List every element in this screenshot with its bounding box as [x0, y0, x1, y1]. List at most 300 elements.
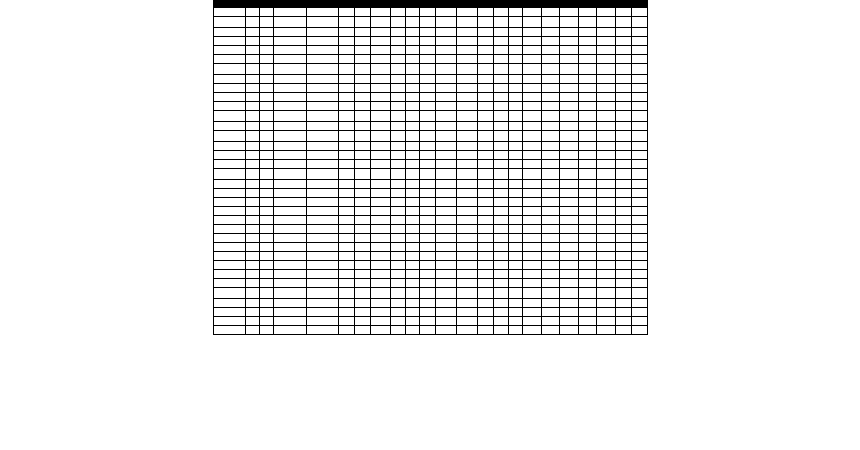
table-cell — [245, 270, 259, 279]
table-cell — [307, 55, 339, 64]
table-cell — [560, 225, 579, 234]
table-cell — [457, 326, 478, 335]
table-cell — [260, 288, 274, 299]
table-cell — [436, 28, 457, 37]
table-cell — [436, 131, 457, 142]
table-cell — [578, 216, 597, 225]
table-cell — [560, 288, 579, 299]
header-row — [214, 1, 648, 8]
table-cell — [578, 111, 597, 122]
table-cell — [541, 131, 560, 142]
table-cell — [597, 84, 616, 93]
table-cell — [478, 131, 494, 142]
table-cell — [419, 308, 435, 317]
table-cell — [338, 243, 354, 252]
table-cell — [436, 308, 457, 317]
table-cell — [214, 84, 246, 93]
table-cell — [578, 308, 597, 317]
table-cell — [370, 189, 391, 198]
table-cell — [338, 93, 354, 102]
table-cell — [597, 64, 616, 75]
table-cell — [508, 131, 522, 142]
table-cell — [214, 93, 246, 102]
table-cell — [214, 270, 246, 279]
table-cell — [457, 46, 478, 55]
table-cell — [214, 111, 246, 122]
table-cell — [260, 75, 274, 84]
table-cell — [522, 84, 541, 93]
table-cell — [522, 75, 541, 84]
table-row — [214, 288, 648, 299]
table-cell — [405, 131, 419, 142]
table-cell — [214, 198, 246, 207]
table-cell — [560, 151, 579, 160]
table-cell — [541, 102, 560, 111]
table-cell — [616, 64, 632, 75]
table-cell — [274, 75, 307, 84]
table-cell — [508, 28, 522, 37]
table-cell — [355, 189, 370, 198]
table-cell — [578, 288, 597, 299]
table-cell — [578, 64, 597, 75]
table-cell — [616, 55, 632, 64]
table-cell — [419, 93, 435, 102]
table-cell — [338, 102, 354, 111]
table-cell — [478, 252, 494, 261]
table-cell — [391, 17, 405, 28]
table-cell — [405, 142, 419, 151]
column-header — [616, 1, 632, 8]
table-cell — [578, 169, 597, 180]
table-cell — [436, 207, 457, 216]
table-cell — [405, 252, 419, 261]
table-cell — [597, 111, 616, 122]
table-cell — [245, 317, 259, 326]
table-cell — [307, 102, 339, 111]
column-header — [245, 1, 259, 8]
table-cell — [260, 326, 274, 335]
table-cell — [419, 160, 435, 169]
table-cell — [370, 169, 391, 180]
table-cell — [457, 189, 478, 198]
table-cell — [370, 317, 391, 326]
table-cell — [214, 180, 246, 189]
table-cell — [457, 234, 478, 243]
table-row — [214, 75, 648, 84]
table-cell — [370, 64, 391, 75]
table-cell — [616, 84, 632, 93]
table-row — [214, 317, 648, 326]
table-cell — [478, 279, 494, 288]
table-cell — [355, 131, 370, 142]
table-cell — [508, 234, 522, 243]
table-cell — [457, 131, 478, 142]
table-cell — [370, 75, 391, 84]
table-cell — [436, 189, 457, 198]
table-cell — [338, 198, 354, 207]
table-cell — [632, 252, 648, 261]
table-cell — [560, 160, 579, 169]
table-cell — [338, 17, 354, 28]
table-cell — [338, 234, 354, 243]
table-cell — [307, 93, 339, 102]
table-cell — [355, 37, 370, 46]
table-cell — [541, 55, 560, 64]
table-cell — [632, 17, 648, 28]
table-cell — [494, 46, 508, 55]
table-cell — [560, 299, 579, 308]
column-header — [494, 1, 508, 8]
table-cell — [436, 252, 457, 261]
table-cell — [522, 234, 541, 243]
table-cell — [632, 28, 648, 37]
table-cell — [391, 288, 405, 299]
table-cell — [522, 216, 541, 225]
table-cell — [307, 261, 339, 270]
table-cell — [274, 299, 307, 308]
table-cell — [355, 317, 370, 326]
table-cell — [541, 17, 560, 28]
table-cell — [616, 288, 632, 299]
table-cell — [214, 308, 246, 317]
table-cell — [436, 234, 457, 243]
table-row — [214, 326, 648, 335]
table-cell — [457, 252, 478, 261]
table-cell — [560, 55, 579, 64]
table-cell — [405, 261, 419, 270]
table-row — [214, 225, 648, 234]
table-cell — [370, 151, 391, 160]
table-cell — [214, 8, 246, 17]
table-cell — [405, 308, 419, 317]
table-cell — [478, 270, 494, 279]
table-cell — [260, 317, 274, 326]
table-cell — [405, 160, 419, 169]
table-cell — [405, 151, 419, 160]
table-cell — [541, 46, 560, 55]
table-cell — [245, 17, 259, 28]
table-cell — [260, 308, 274, 317]
table-cell — [478, 207, 494, 216]
column-header — [457, 1, 478, 8]
table-cell — [391, 8, 405, 17]
table-cell — [494, 299, 508, 308]
table-cell — [436, 122, 457, 131]
table-cell — [405, 8, 419, 17]
table-cell — [616, 261, 632, 270]
table-cell — [391, 160, 405, 169]
table-cell — [370, 84, 391, 93]
table-row — [214, 252, 648, 261]
table-cell — [560, 46, 579, 55]
table-cell — [370, 142, 391, 151]
table-cell — [274, 37, 307, 46]
table-row — [214, 261, 648, 270]
table-cell — [245, 261, 259, 270]
table-cell — [391, 151, 405, 160]
table-cell — [245, 131, 259, 142]
table-cell — [616, 207, 632, 216]
table-cell — [245, 75, 259, 84]
table-cell — [597, 131, 616, 142]
table-cell — [494, 142, 508, 151]
table-cell — [355, 160, 370, 169]
table-cell — [541, 279, 560, 288]
table-cell — [478, 216, 494, 225]
table-cell — [260, 198, 274, 207]
table-cell — [405, 198, 419, 207]
table-cell — [436, 17, 457, 28]
table-cell — [370, 180, 391, 189]
table-cell — [632, 142, 648, 151]
table-cell — [522, 122, 541, 131]
table-cell — [560, 17, 579, 28]
table-cell — [560, 8, 579, 17]
table-cell — [541, 326, 560, 335]
table-cell — [457, 142, 478, 151]
table-row — [214, 142, 648, 151]
table-cell — [355, 270, 370, 279]
table-cell — [419, 317, 435, 326]
table-cell — [405, 317, 419, 326]
table-cell — [419, 189, 435, 198]
table-cell — [274, 46, 307, 55]
table-cell — [616, 299, 632, 308]
table-cell — [616, 151, 632, 160]
table-cell — [541, 243, 560, 252]
table-cell — [560, 326, 579, 335]
table-cell — [478, 37, 494, 46]
table-cell — [541, 111, 560, 122]
table-cell — [405, 122, 419, 131]
table-cell — [405, 102, 419, 111]
data-table — [213, 0, 648, 335]
table-cell — [260, 142, 274, 151]
table-cell — [457, 122, 478, 131]
table-cell — [419, 142, 435, 151]
table-cell — [522, 131, 541, 142]
table-cell — [370, 17, 391, 28]
table-cell — [391, 122, 405, 131]
table-cell — [508, 216, 522, 225]
table-cell — [370, 131, 391, 142]
table-cell — [370, 8, 391, 17]
table-cell — [245, 326, 259, 335]
table-cell — [391, 55, 405, 64]
table-cell — [457, 288, 478, 299]
table-cell — [522, 326, 541, 335]
table-cell — [245, 169, 259, 180]
table-cell — [338, 225, 354, 234]
table-cell — [457, 225, 478, 234]
table-cell — [355, 279, 370, 288]
table-cell — [597, 142, 616, 151]
table-cell — [370, 299, 391, 308]
table-cell — [355, 46, 370, 55]
table-cell — [307, 198, 339, 207]
table-row — [214, 111, 648, 122]
table-cell — [597, 326, 616, 335]
table-cell — [260, 111, 274, 122]
column-header — [307, 1, 339, 8]
table-cell — [522, 308, 541, 317]
table-cell — [597, 93, 616, 102]
table-cell — [560, 180, 579, 189]
table-cell — [597, 317, 616, 326]
table-cell — [616, 216, 632, 225]
table-cell — [245, 64, 259, 75]
table-cell — [632, 180, 648, 189]
table-cell — [260, 180, 274, 189]
table-cell — [436, 243, 457, 252]
table-cell — [405, 299, 419, 308]
table-cell — [597, 180, 616, 189]
table-cell — [457, 64, 478, 75]
table-cell — [632, 189, 648, 198]
table-cell — [494, 111, 508, 122]
table-cell — [245, 225, 259, 234]
table-cell — [338, 299, 354, 308]
table-cell — [355, 169, 370, 180]
table-cell — [419, 75, 435, 84]
table-cell — [355, 198, 370, 207]
table-cell — [597, 75, 616, 84]
table-cell — [522, 279, 541, 288]
table-cell — [307, 326, 339, 335]
table-cell — [245, 102, 259, 111]
table-cell — [560, 64, 579, 75]
table-cell — [541, 225, 560, 234]
table-cell — [355, 17, 370, 28]
table-cell — [405, 225, 419, 234]
table-cell — [508, 189, 522, 198]
table-cell — [616, 308, 632, 317]
table-cell — [522, 28, 541, 37]
table-cell — [391, 180, 405, 189]
table-cell — [436, 102, 457, 111]
table-cell — [355, 207, 370, 216]
table-cell — [616, 243, 632, 252]
table-cell — [616, 131, 632, 142]
table-cell — [616, 169, 632, 180]
table-cell — [355, 299, 370, 308]
table-cell — [214, 252, 246, 261]
table-cell — [457, 308, 478, 317]
table-cell — [541, 151, 560, 160]
table-cell — [616, 225, 632, 234]
table-cell — [494, 326, 508, 335]
table-cell — [405, 75, 419, 84]
table-cell — [391, 64, 405, 75]
table-cell — [578, 55, 597, 64]
table-cell — [391, 84, 405, 93]
table-cell — [597, 243, 616, 252]
table-cell — [457, 317, 478, 326]
table-cell — [419, 198, 435, 207]
table-cell — [560, 216, 579, 225]
table-row — [214, 299, 648, 308]
table-cell — [370, 102, 391, 111]
table-cell — [355, 111, 370, 122]
table-cell — [391, 261, 405, 270]
table-cell — [478, 142, 494, 151]
table-cell — [307, 151, 339, 160]
table-cell — [494, 308, 508, 317]
table-cell — [214, 151, 246, 160]
table-cell — [478, 102, 494, 111]
table-cell — [457, 270, 478, 279]
table-cell — [522, 252, 541, 261]
table-cell — [274, 55, 307, 64]
table-cell — [457, 299, 478, 308]
column-header — [478, 1, 494, 8]
table-cell — [478, 317, 494, 326]
table-cell — [355, 142, 370, 151]
table-cell — [578, 160, 597, 169]
table-cell — [508, 93, 522, 102]
column-header — [260, 1, 274, 8]
table-cell — [597, 151, 616, 160]
table-cell — [436, 93, 457, 102]
table-cell — [616, 93, 632, 102]
table-cell — [307, 243, 339, 252]
table-cell — [597, 122, 616, 131]
table-row — [214, 198, 648, 207]
column-header — [370, 1, 391, 8]
table-cell — [578, 37, 597, 46]
table-cell — [597, 8, 616, 17]
table-cell — [260, 279, 274, 288]
table-cell — [214, 189, 246, 198]
table-cell — [405, 180, 419, 189]
table-cell — [391, 299, 405, 308]
table-cell — [338, 111, 354, 122]
table-cell — [457, 8, 478, 17]
column-header — [355, 1, 370, 8]
table-cell — [494, 55, 508, 64]
table-cell — [436, 142, 457, 151]
table-cell — [214, 234, 246, 243]
table-cell — [522, 189, 541, 198]
table-cell — [214, 216, 246, 225]
table-cell — [616, 180, 632, 189]
table-cell — [541, 189, 560, 198]
table-cell — [478, 64, 494, 75]
table-cell — [616, 122, 632, 131]
table-cell — [307, 160, 339, 169]
table-cell — [597, 308, 616, 317]
table-cell — [541, 198, 560, 207]
table-cell — [355, 180, 370, 189]
table-cell — [597, 17, 616, 28]
table-cell — [274, 252, 307, 261]
table-cell — [522, 160, 541, 169]
table-cell — [457, 37, 478, 46]
table-cell — [260, 189, 274, 198]
table-cell — [522, 111, 541, 122]
table-cell — [508, 225, 522, 234]
table-cell — [436, 151, 457, 160]
table-cell — [578, 252, 597, 261]
table-cell — [478, 160, 494, 169]
table-cell — [338, 252, 354, 261]
table-cell — [578, 234, 597, 243]
table-cell — [214, 326, 246, 335]
table-row — [214, 207, 648, 216]
table-cell — [260, 28, 274, 37]
table-cell — [419, 326, 435, 335]
table-cell — [494, 75, 508, 84]
